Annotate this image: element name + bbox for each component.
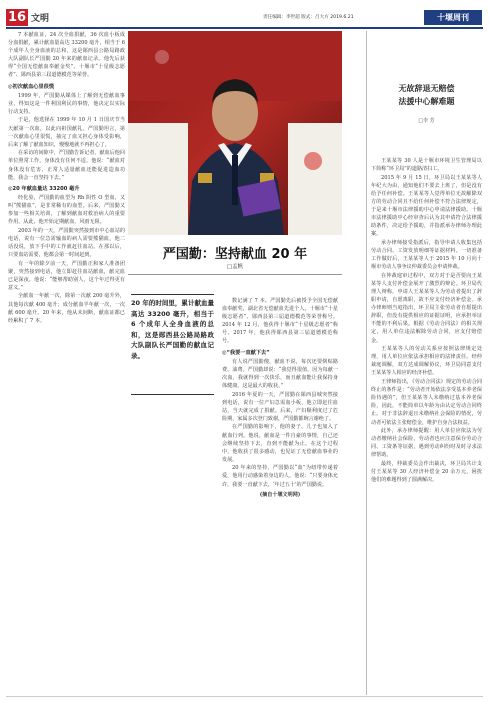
quote-rule-bottom	[131, 394, 214, 395]
editor-credits: 责任编辑：李世超 版式：吕大方 2019.6.21	[263, 15, 354, 20]
page-header	[0, 0, 489, 28]
article-paragraph: 在采访的间隙中，严国勤告诉记者，献血后他回单位照常工作，身体没有任何不适。他说：“献血对身体没有危害，正常人适量献血还能促进造血功能，我会一直坚持下去。”	[8, 150, 125, 181]
sidebar-column	[371, 157, 482, 691]
sidebar-headline-line1: 无故辞退无赔偿	[398, 84, 455, 93]
section-heading: ◎20 年献血量达 33200 毫升	[8, 185, 80, 192]
headline-divider	[128, 274, 342, 275]
section-name: 文明	[31, 14, 50, 24]
article-column-3	[222, 297, 338, 691]
article-photo	[128, 31, 342, 235]
portrait-illustration	[128, 31, 342, 235]
pull-quote: 20 年的时间里，累计献血量高达 33200 毫升，相当于 6 个成年人全身血液的总和，这是郧西县公路局路政大队副队长严国勤的献血记录。	[131, 299, 214, 360]
article-paragraph: 有一年的除夕前一天，严国勤正和家人准备团聚，突然接到电话，他立即赶往血站献血，献完血已是深夜。他说：“能够帮助别人，这个年过得更有意义。”	[8, 260, 125, 291]
sidebar-paragraph: 最终，仲裁委员会作出裁决，环卫局共计支付王某某等 30 人经济补偿金 20 余万元，困扰他们的难题得到了圆满解决。	[371, 460, 482, 484]
footer-rule	[6, 696, 483, 697]
sidebar-paragraph: 王某某等 30 人是十堰市环境卫生管理局以下简称“环卫局”的道路清扫工。	[371, 158, 482, 173]
page-number: 16	[7, 10, 27, 25]
section-heading: ◎初次献血心里很慌	[8, 83, 55, 90]
article-headline: 严国勤：坚持献血 20 年	[162, 247, 308, 262]
sidebar-paragraph: 承办律师接受指派后，指导申请人收集包括劳动合同、工资发放明细等证据材料。一切准备工作做好后，王某某等人于 2015 年 10 月向十堰市劳动人事争议仲裁委员会申请仲裁。	[371, 239, 482, 271]
section-heading: ◎“我要一直献下去”	[222, 349, 270, 356]
article-paragraph: 全献血一年献一次，除第一次献 200 毫升外，其他每次献 400 毫升；成分献血半年献一次，一次献 600 毫升。20 年来，他从未间断，献血证都已经累积了 7 本。	[8, 293, 125, 324]
publication-brand: 十堰周刊	[424, 10, 482, 25]
quote-rule-top	[131, 294, 214, 295]
sidebar-paragraph: 此外，承办律师提醒：用人单位应依法为劳动者缴纳社会保险，劳动者也应注意保存劳动合同、工资条等证据，遇到劳动纠纷时及时寻求法律帮助。	[371, 428, 482, 459]
sidebar-paragraph: 王某某等人的劳动关系应按照法律规定处理，用人单位应依法承担相应的法律责任。经仲裁庭调解，双方达成调解协议，环卫局同意支付王某某等人相应的经济补偿。	[371, 346, 482, 377]
sidebar-byline: □李 芳	[418, 118, 435, 124]
sidebar-paragraph: 在仲裁庭审过程中，双方对于是否要向王某某等人支付补偿金展开了激烈的辩论。环卫局代理人辩称，申请人王某某等人为劳动者提出了辞职申请，自愿离职，故不应支付经济补偿金。承办律师则当庭指出，环卫局主张劳动者自愿提出辞职，但没有提供相应的证据证明，应承担举证不能的不利后果。根据《劳动合同法》的相关规定，用人单位违法解除劳动合同，应支付赔偿金。	[371, 272, 482, 344]
sidebar-headline	[371, 82, 482, 108]
header-rule	[6, 27, 483, 29]
source-note: (摘自十堰文明网)	[259, 491, 301, 498]
article-paragraph: 于是，他选择在 1999 年 10 月 1 日国庆节当天献第一次血，以此向祖国献礼。严国勤坦言，第一次献血心里很慌，抽完了血又担心身体受影响，后来了解了献血知识，慢慢地就不再担心了。	[8, 117, 125, 148]
article-paragraph: 经化验，严国勤的血型为 Rh 阴性 O 型血，又叫“熊猫血”，是非常稀有的血型。后来，严国勤又参加一些相关培训，了解到献血对救治病人的重要作用。从此，他开始定期献血，风雨无阻。	[8, 194, 125, 226]
article-column-1	[8, 31, 125, 691]
article-paragraph: 1999 年，严国勤从媒体上了解到无偿献血事业，得知这是一件利国利民的事情，他决定以实际行动支持。	[8, 92, 125, 115]
article-paragraph: 在严国勤的影响下，他的妻子、儿子也加入了献血行列。他说，献血是一件自豪的事情，自己还会继续坚持下去，直到不能献为止。在这个过程中，他收获了很多感动，也见证了无偿献血事业的发展。	[222, 424, 338, 463]
article-byline: □孟帆	[226, 264, 244, 270]
article-paragraph: 有人说严国勤傻，献血不说，每次还要倒贴路费、油费。严国勤却说：“我觉得很值，因为每献一次血，我就得到一次快乐，而且献血能让我保持身体健康，这是最大的收获。”	[222, 358, 338, 389]
sidebar-paragraph: 2015 年 9 月 15 日，环卫局以王某某等人年纪大为由，通知他们不要去上班了，但是没有给予任何补偿。王某某等人觉得单位无故解除双方的劳动合同且不给任何补偿不符合法律规定，于是来十堰市法律援助中心申请法律援助。十堰市法律援助中心经审查后认为其申请符合法律援助条件，决定给予援助，并指派承办律师办理此案。	[371, 174, 482, 238]
article-paragraph: 2016 年夏的一天，严国勤在郧西县城突然接到电话，说有一位产妇急需血小板，他立即赶往血站，当天就完成了捐献。后来，产妇顺利度过了危险期，家属多次登门致谢，严国勤都婉言谢绝了。	[222, 391, 338, 422]
article-paragraph: 20 年来的坚持，严国勤以“血”为纽带传递着爱，他用行动感染着身边的人。他说：“只要身体允许，我要一直献下去，‘年过五十’的严国勤说。	[222, 465, 338, 488]
sidebar-paragraph: 王律师指出，《劳动合同法》规定的劳动合同终止的条件是：“劳动者开始依法享受基本养老保险待遇的”，但王某某等人未缴纳过基本养老保险，因此，不能简单以年龄为由认定劳动合同终止。对于非法辞退且未缴纳社会保险的情况，劳动者可依法主张赔偿金，维护自身合法权益。	[371, 379, 482, 426]
article-paragraph: 数记满了 7 本。严国勤先后被授予全国无偿献血奉献奖、湖北省无偿献血先进个人、十堰市“十星级志愿者”、郧西县第三届道德模范等荣誉称号。2014 年 12 月，他获得十堰市“十星级志愿者”称号。2017 年，他获得郧西县第三届道德模范称号。	[222, 298, 338, 345]
sidebar-divider	[366, 31, 367, 695]
article-paragraph: 7 本献血证，24 次全血捐献，36 次血小板成分血捐献，累计献血量高达 33200 毫升，相当于 6 个成年人全身血液的总和，这是郧西县公路局路政大队副队长严国勤 20 年来的献血记录。他先后获得“全国无偿献血奉献金奖”、十堰市“十星级志愿者”、郧西县第三届道德模范等荣誉。	[8, 32, 125, 79]
sidebar-headline-line2: 法援中心解难题	[398, 97, 455, 106]
article-paragraph: 2003 年的一天，严国勤突然接到市中心血站的电话，说有一位急需输血的病人需要熊猫血，他二话没说，放下手中的工作就赶往血站。在那以后，只要血站需要，他都会第一时间赶到。	[8, 227, 125, 258]
